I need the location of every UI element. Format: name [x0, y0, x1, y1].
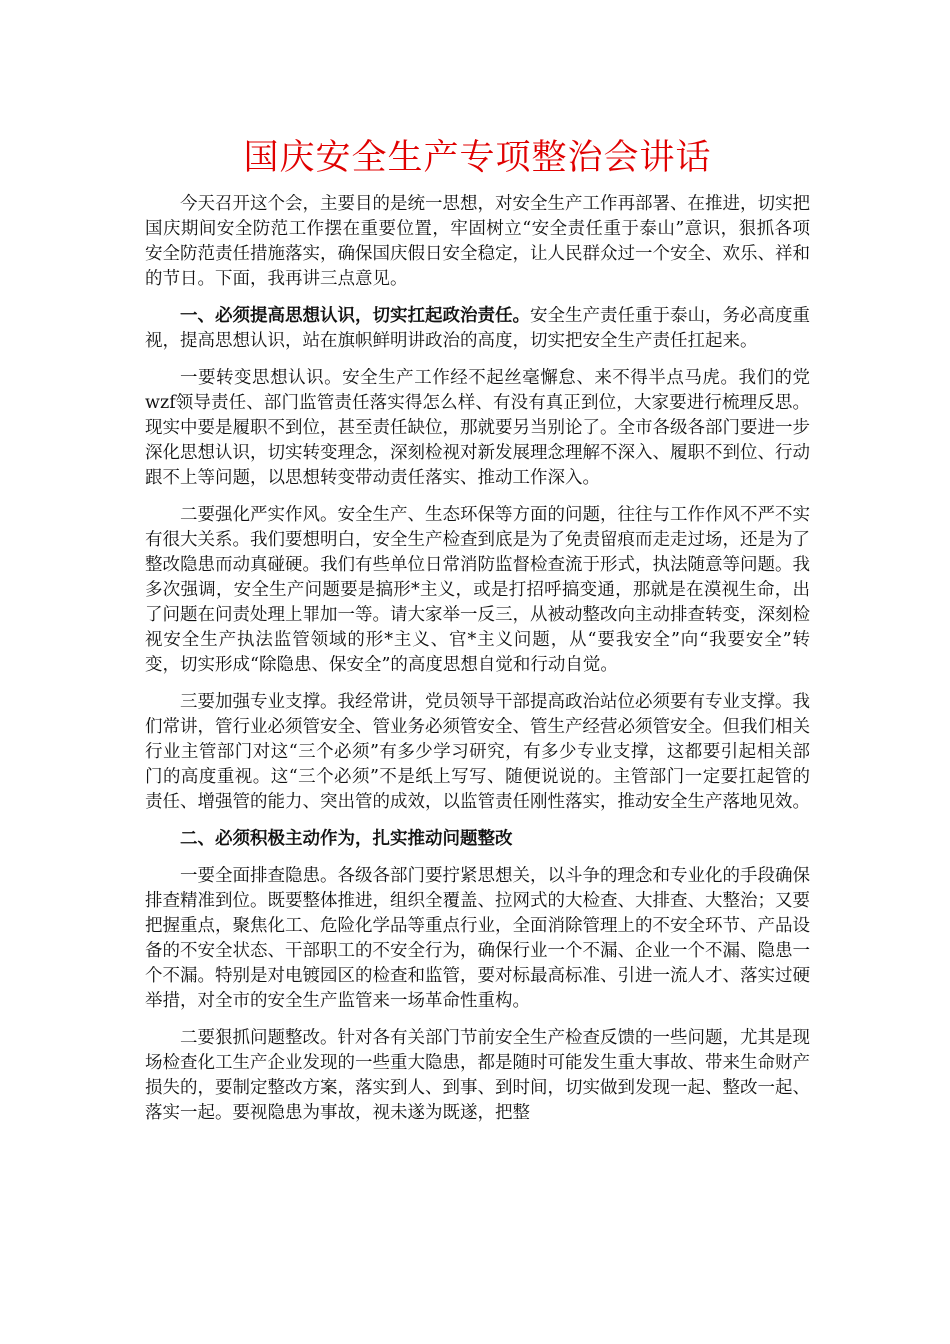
paragraph-intro — [145, 192, 810, 292]
document-title: 国庆安全生产专项整治会讲话 — [243, 138, 712, 178]
paragraph-text: 二要强化严实作风。安全生产、生态环保等方面的问题，往往与工作作风不严不实有很大关系。我们要想明白，安全生产检查到底是为了免责留痕而走走过场，还是为了整改隐患而动真碰硬。我们有些单位日常消防监督检查流于形式，执法随意等问题。我多次强调，安全生产问题要是搞形*主义，或是打招呼搞变通，那就是在漠视生命，出了问题在问责处理上罪加一等。请大家举一反三，从被动整改向主动排查转变，深刻检视安全生产执法监管领域的形*主义、官*主义问题，从“要我安全”向“我要安全”转变，切实形成“除隐患、保安全”的高度思想自觉和行动自觉。 — [145, 505, 810, 675]
section-heading-two: 二、必须积极主动作为，扎实推动问题整改 — [180, 829, 513, 849]
paragraph-text: 一要全面排查隐患。各级各部门要拧紧思想关，以斗争的理念和专业化的手段确保排查精准到位。既要整体推进，组织全覆盖、拉网式的大检查、大排查、大整治；又要把握重点，聚焦化工、危险化学品等重点行业，全面消除管理上的不安全环节、产品设备的不安全状态、干部职工的不安全行为，确保行业一个不漏、企业一个不漏、隐患一个不漏。特别是对电镀园区的检查和监管，要对标最高标准、引进一流人才、落实过硬举措，对全市的安全生产监管来一场革命性重构。 — [145, 866, 810, 1011]
paragraph-text: 安全生产责任重于泰山，务必高度重视，提高思想认识，站在旗帜鲜明讲政治的高度，切实把安全生产责任扛起来。 — [145, 306, 810, 351]
paragraph-point-1-2 — [145, 503, 810, 678]
document-page — [145, 130, 810, 1138]
paragraph-point-2-2 — [145, 1026, 810, 1126]
paragraph-section-two — [145, 827, 810, 852]
paragraph-section-one — [145, 304, 810, 354]
paragraph-point-2-1 — [145, 864, 810, 1014]
paragraph-text: 今天召开这个会，主要目的是统一思想，对安全生产工作再部署、在推进，切实把国庆期间安全防范工作摆在重要位置，牢固树立“安全责任重于泰山”意识，狠抓各项安全防范责任措施落实，确保国庆假日安全稳定，让人民群众过一个安全、欢乐、祥和的节日。下面，我再讲三点意见。 — [145, 194, 810, 289]
paragraph-text: 二要狠抓问题整改。针对各有关部门节前安全生产检查反馈的一些问题，尤其是现场检查化工生产企业发现的一些重大隐患，都是随时可能发生重大事故、带来生命财产损失的，要制定整改方案，落实到人、到事、到时间，切实做到发现一起、整改一起、落实一起。要视隐患为事故，视未遂为既遂，把整 — [145, 1028, 810, 1123]
section-heading-one: 一、必须提高思想认识，切实扛起政治责任。 — [180, 306, 530, 326]
paragraph-point-1-1 — [145, 366, 810, 491]
paragraph-text: 三要加强专业支撑。我经常讲，党员领导干部提高政治站位必须要有专业支撑。我们常讲，管行业必须管安全、管业务必须管安全、管生产经营必须管安全。但我们相关行业主管部门对这“三个必须”有多少学习研究，有多少专业支撑，这都要引起相关部门的高度重视。这“三个必须”不是纸上写写、随便说说的。主管部门一定要扛起管的责任、增强管的能力、突出管的成效，以监管责任刚性落实，推动安全生产落地见效。 — [145, 692, 810, 812]
paragraph-point-1-3 — [145, 690, 810, 815]
paragraph-text: 一要转变思想认识。安全生产工作经不起丝毫懈怠、来不得半点马虎。我们的党wzf领导责任、部门监管责任落实得怎么样、有没有真正到位，大家要进行梳理反思。现实中要是履职不到位，甚至责任缺位，那就要另当别论了。全市各级各部门要进一步深化思想认识，切实转变理念，深刻检视对新发展理念理解不深入、履职不到位、行动跟不上等问题，以思想转变带动责任落实、推动工作深入。 — [145, 368, 810, 488]
